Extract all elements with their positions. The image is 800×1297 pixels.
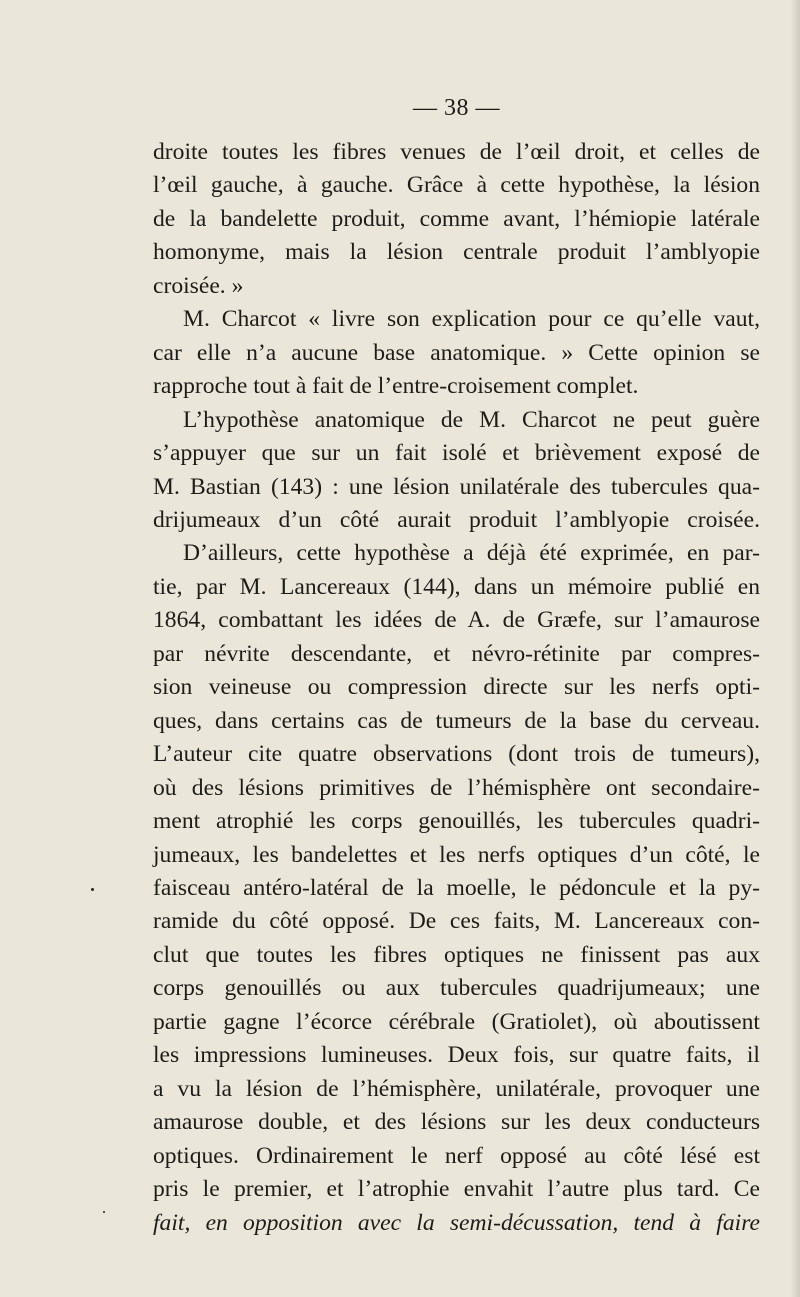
- text-line: partie gagne l’écorce cérébrale (Gratiolet), où aboutissent: [153, 1008, 760, 1035]
- text-line: ment atrophié les corps genouillés, les tubercules quadri-: [153, 808, 760, 835]
- text-line: s’appuyer que sur un fait isolé et brièvement exposé de: [153, 440, 760, 467]
- text-line: les impressions lumineuses. Deux fois, sur quatre faits, il: [153, 1042, 760, 1069]
- text-line: M. Bastian (143) : une lésion unilatérale des tubercules qua-: [153, 473, 760, 500]
- text-line: amaurose double, et des lésions sur les deux conducteurs: [153, 1109, 760, 1136]
- text-line: sion veineuse ou compression directe sur les nerfs opti-: [153, 674, 760, 701]
- text-line: faisceau antéro-latéral de la moelle, le pédoncule et la py-: [153, 874, 760, 901]
- text-line: corps genouillés ou aux tubercules quadrijumeaux; une: [153, 975, 760, 1002]
- text-line: droite toutes les fibres venues de l’œil droit, et celles de: [153, 139, 760, 165]
- text-line: l’œil gauche, à gauche. Grâce à cette hypothèse, la lésion: [153, 172, 760, 199]
- ink-speck: [103, 1211, 105, 1213]
- text-line: tie, par M. Lancereaux (144), dans un mémoire publié en: [153, 573, 760, 600]
- text-line: ques, dans certains cas de tumeurs de la base du cerveau.: [153, 707, 760, 734]
- text-line: optiques. Ordinairement le nerf opposé au côté lésé est: [153, 1142, 760, 1169]
- text-line: L’auteur cite quatre observations (dont trois de tumeurs),: [153, 741, 760, 768]
- text-line: fait, en opposition avec la semi-décussation, tend à faire: [153, 1209, 760, 1236]
- text-line: croisée. »: [153, 272, 244, 299]
- page-edge-shadow: [790, 0, 800, 1297]
- text-line: L’hypothèse anatomique de M. Charcot ne peut guère: [183, 406, 760, 433]
- text-line: 1864, combattant les idées de A. de Græfe, sur l’amaurose: [153, 607, 760, 634]
- text-line: pris le premier, et l’atrophie envahit l’autre plus tard. Ce: [153, 1176, 760, 1203]
- text-line: jumeaux, les bandelettes et les nerfs optiques d’un côté, le: [153, 841, 760, 868]
- text-line: D’ailleurs, cette hypothèse a déjà été exprimée, en par-: [183, 540, 760, 567]
- text-line: rapproche tout à fait de l’entre-croisement complet.: [153, 373, 639, 400]
- text-line: où des lésions primitives de l’hémisphère ont secondaire-: [153, 774, 760, 801]
- text-line: a vu la lésion de l’hémisphère, unilatérale, provoquer une: [153, 1075, 760, 1102]
- ink-speck: [91, 888, 94, 891]
- text-line: ramide du côté opposé. De ces faits, M. Lancereaux con-: [153, 908, 760, 935]
- text-line: de la bandelette produit, comme avant, l’hémiopie latérale: [153, 205, 760, 232]
- text-line: homonyme, mais la lésion centrale produit l’amblyopie: [153, 239, 760, 266]
- text-line: drijumeaux d’un côté aurait produit l’amblyopie croisée.: [153, 506, 760, 533]
- text-line: car elle n’a aucune base anatomique. » Cette opinion se: [153, 339, 760, 366]
- text-line: clut que toutes les fibres optiques ne finissent pas aux: [153, 941, 760, 968]
- body-text: [153, 136, 760, 1240]
- text-line: par névrite descendante, et névro-rétinite par compres-: [153, 640, 760, 667]
- page-number: — 38 —: [413, 95, 500, 121]
- text-line: M. Charcot « livre son explication pour ce qu’elle vaut,: [183, 306, 760, 333]
